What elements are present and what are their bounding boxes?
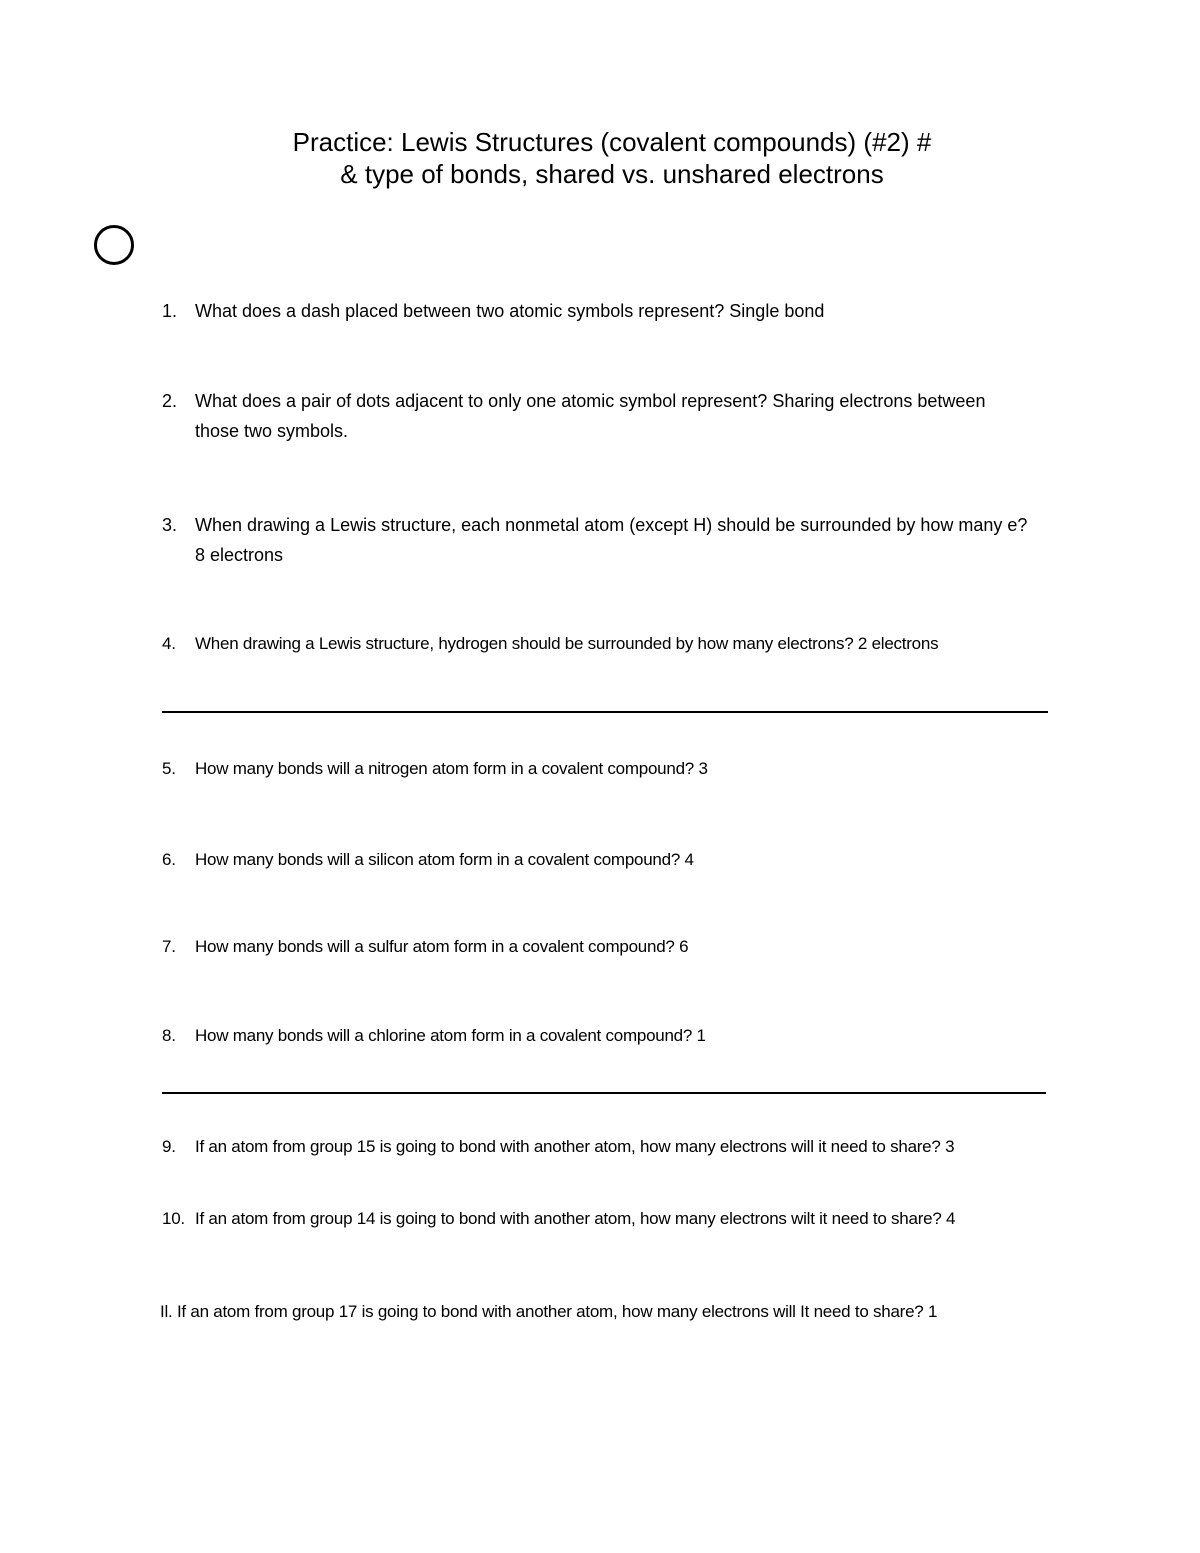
question-number: 5. (162, 759, 176, 778)
question-text: How many bonds will a chlorine atom form in a covalent compound? 1 (195, 1026, 706, 1045)
question-7 (162, 932, 1042, 962)
question-text: How many bonds will a silicon atom form in a covalent compound? 4 (195, 850, 694, 869)
question-text: When drawing a Lewis structure, hydrogen should be surrounded by how many electrons? 2 electrons (195, 634, 939, 653)
question-2 (162, 386, 1002, 446)
question-text: How many bonds will a sulfur atom form in a covalent compound? 6 (195, 937, 689, 956)
question-text: If an atom from group 14 is going to bond with another atom, how many electrons wilt it need to share? 4 (195, 1209, 956, 1228)
section-divider-1 (162, 711, 1048, 713)
question-1 (162, 296, 1042, 326)
question-9 (162, 1132, 1062, 1162)
circle-icon (94, 225, 134, 265)
question-11: Il. If an atom from group 17 is going to bond with another atom, how many electrons will It need to share? 1 (160, 1302, 938, 1321)
title-line-2: & type of bonds, shared vs. unshared electrons (340, 159, 884, 189)
page-title (0, 126, 1200, 190)
question-number: 7. (162, 937, 176, 956)
question-number: 10. (162, 1209, 185, 1228)
question-number: 8. (162, 1026, 176, 1045)
question-text: What does a pair of dots adjacent to only one atomic symbol represent? Sharing electrons between those two symbols. (195, 391, 986, 441)
question-text: How many bonds will a nitrogen atom form in a covalent compound? 3 (195, 759, 708, 778)
question-4 (162, 629, 1042, 659)
question-text: What does a dash placed between two atomic symbols represent? Single bond (195, 301, 825, 321)
section-divider-2 (162, 1092, 1046, 1094)
question-number: 2. (162, 391, 178, 411)
question-10 (162, 1204, 1062, 1234)
question-3 (162, 510, 1042, 570)
question-text: When drawing a Lewis structure, each nonmetal atom (except H) should be surrounded by how many e? 8 electrons (195, 515, 1028, 565)
question-number: 6. (162, 850, 176, 869)
question-number: 4. (162, 634, 176, 653)
question-8 (162, 1021, 1042, 1051)
title-line-1: Practice: Lewis Structures (covalent compounds) (#2) # (292, 127, 932, 157)
question-5 (162, 754, 1042, 784)
question-number: 3. (162, 515, 178, 535)
question-number: 1. (162, 301, 178, 321)
question-text: If an atom from group 15 is going to bond with another atom, how many electrons will it need to share? 3 (195, 1137, 955, 1156)
question-number: 9. (162, 1137, 176, 1156)
question-6 (162, 845, 1042, 875)
